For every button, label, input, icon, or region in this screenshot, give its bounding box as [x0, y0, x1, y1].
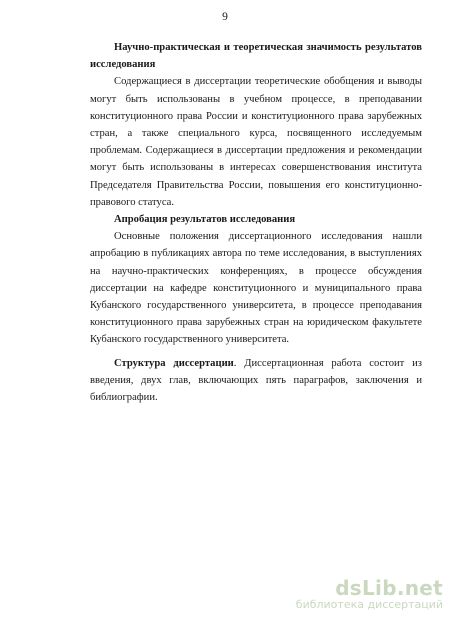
approbation-paragraph: Основные положения диссертационного исследования нашли апробацию в публикациях автора по теме исследования, в выступлениях на научно-практических конференциях, в процессе обсуждения диссертации на кафедре конституционного и муниципального права Кубанского государственного университета, в процессе преподавания конституционного права зарубежных стран на юридическом факультете Кубанского государственного университета.	[90, 231, 422, 346]
structure-lead: Структура диссертации	[114, 357, 234, 369]
watermark-subtitle: библиотека диссертаций	[295, 598, 443, 611]
watermark-logo: dsLib.net	[335, 576, 443, 600]
approbation-heading: Апробация результатов исследования	[114, 214, 296, 226]
significance-heading: Научно-практическая и теоретическая значимость результатов исследования	[90, 42, 422, 71]
page-number: 9	[222, 11, 228, 23]
structure-paragraph	[90, 355, 422, 407]
watermark	[283, 576, 443, 611]
structure-text: . Диссертационная работа состоит из введения, двух глав, включающих пять параграфов, заключения и библиографии.	[90, 357, 422, 404]
significance-paragraph: Содержащиеся в диссертации теоретические обобщения и выводы могут быть использованы в учебном процессе, в преподавании конституционного права России и конституционного права зарубежных стран, а также специального курса, посвященного исследуемым проблемам. Содержащиеся в диссертации предложения и рекомендации могут быть использованы в интересах совершенствования института Председателя Правительства России, повышения его конституционно-правового статуса.	[90, 76, 422, 208]
document-body	[90, 39, 422, 406]
